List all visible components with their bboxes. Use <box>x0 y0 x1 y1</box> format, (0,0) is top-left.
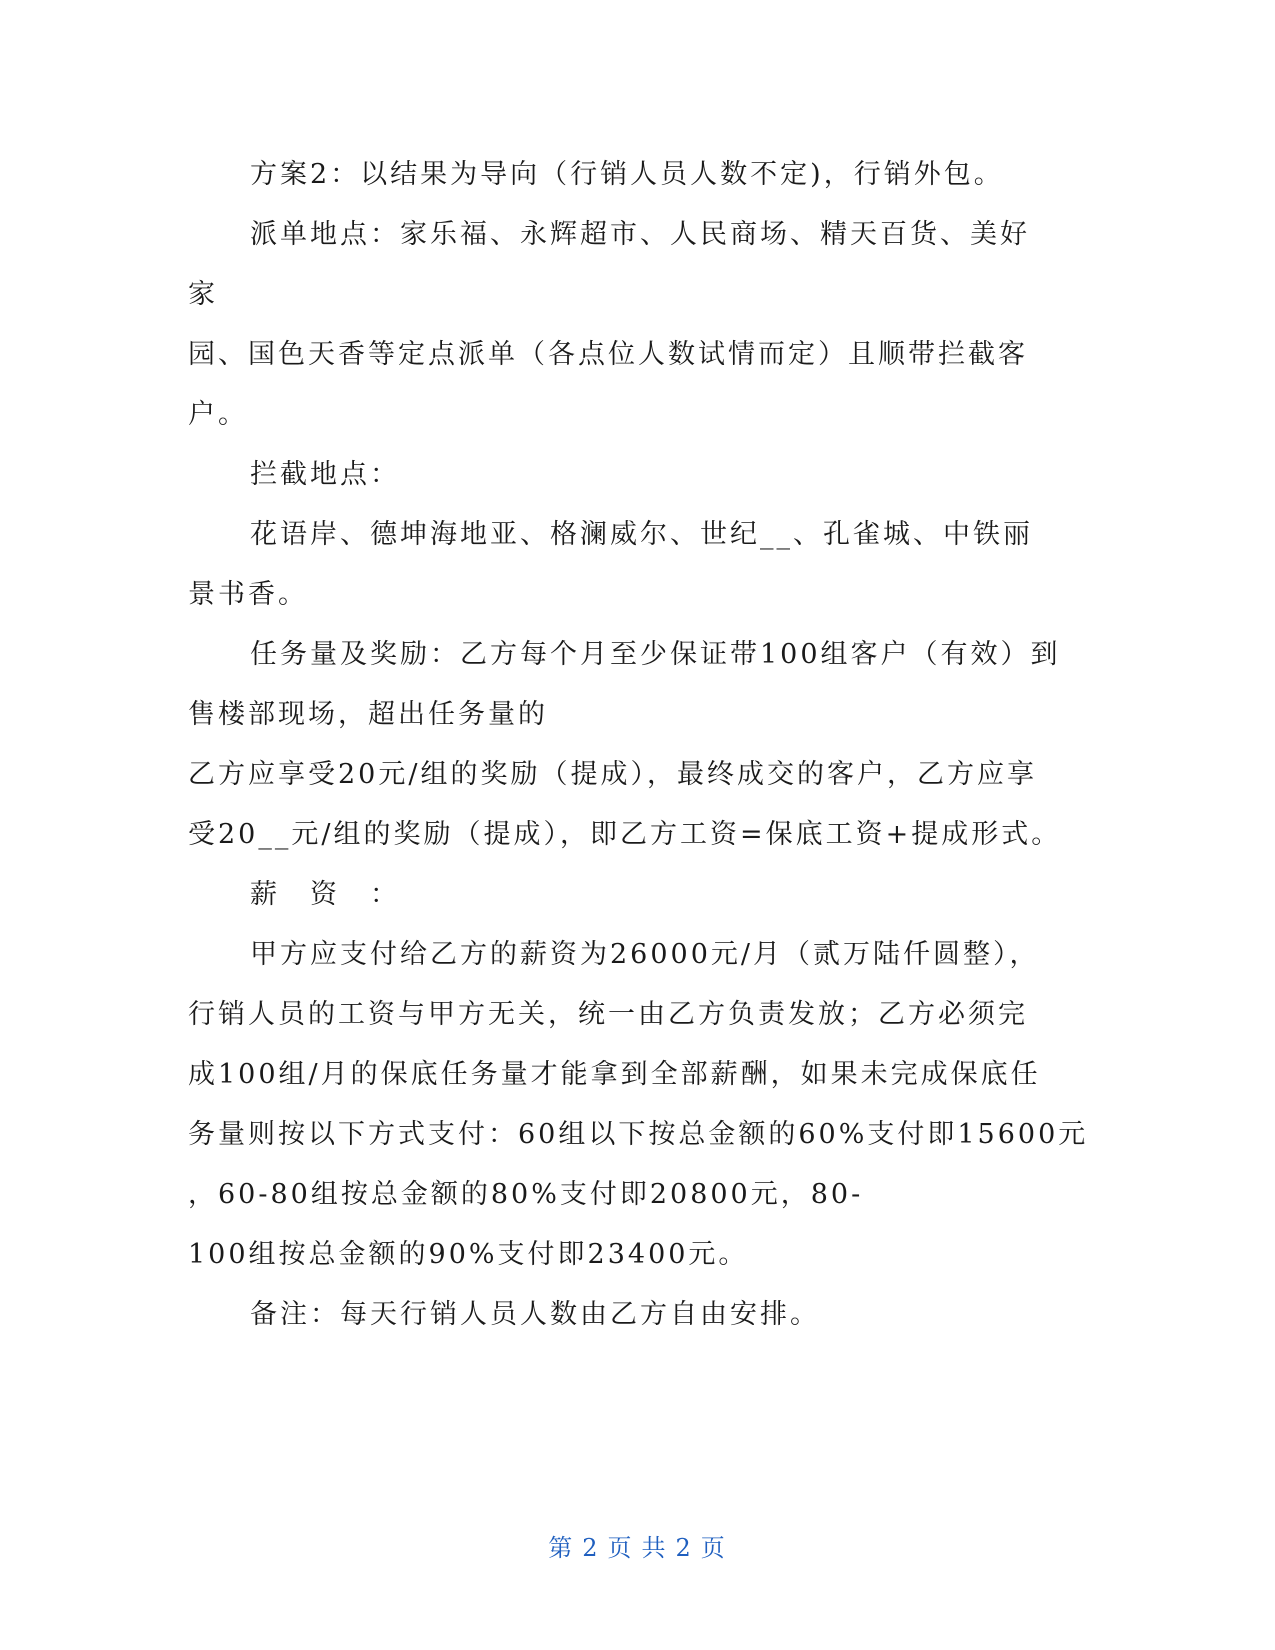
paragraph-plan-title: 方案2：以结果为导向（行销人员人数不定)，行销外包。 <box>250 159 1004 190</box>
footer-prefix: 第 <box>548 1534 575 1562</box>
paragraph-dispatch-locations-cont-3: 户。 <box>188 399 248 430</box>
paragraph-salary-cont-3: 务量则按以下方式支付：60组以下按总金额的60%支付即15600元 <box>188 1119 1089 1150</box>
paragraph-salary-cont-4: ，60-80组按总金额的80%支付即20800元，80- <box>188 1179 864 1210</box>
paragraph-task-reward-cont-3: 受20__元/组的奖励（提成），即乙方工资=保底工资+提成形式。 <box>188 819 1062 850</box>
paragraph-intercept-list-cont: 景书香。 <box>188 579 308 610</box>
paragraph-task-reward-cont-2: 乙方应享受20元/组的奖励（提成），最终成交的客户，乙方应享 <box>188 759 1037 790</box>
heading-intercept-locations: 拦截地点： <box>250 459 400 490</box>
paragraph-intercept-list: 花语岸、德坤海地亚、格澜威尔、世纪__、孔雀城、中铁丽 <box>250 519 1033 550</box>
paragraph-dispatch-locations: 派单地点：家乐福、永辉超市、人民商场、精天百货、美好 <box>250 219 1030 250</box>
paragraph-task-reward: 任务量及奖励：乙方每个月至少保证带100组客户（有效）到 <box>250 639 1061 670</box>
footer-total-pages: 2 <box>675 1534 693 1562</box>
footer-current-page: 2 <box>582 1534 600 1562</box>
paragraph-salary-cont-2: 成100组/月的保底任务量才能拿到全部薪酬，如果未完成保底任 <box>188 1059 1041 1090</box>
paragraph-dispatch-locations-cont-1: 家 <box>188 279 218 310</box>
paragraph-task-reward-cont-1: 售楼部现场，超出任务量的 <box>188 699 548 730</box>
footer-suffix: 页 <box>700 1534 727 1562</box>
footer-total-word: 共 <box>641 1534 668 1562</box>
paragraph-remarks: 备注：每天行销人员人数由乙方自由安排。 <box>250 1299 820 1330</box>
page-footer <box>0 1528 1275 1563</box>
heading-salary: 薪 资 ： <box>250 879 400 910</box>
paragraph-salary-cont-5: 100组按总金额的90%支付即23400元。 <box>188 1239 749 1270</box>
footer-page-word: 页 <box>607 1534 634 1562</box>
paragraph-salary: 甲方应支付给乙方的薪资为26000元/月（贰万陆仟圆整）， <box>250 939 1040 970</box>
paragraph-salary-cont-1: 行销人员的工资与甲方无关，统一由乙方负责发放；乙方必须完 <box>188 999 1028 1030</box>
document-body <box>188 145 1088 1345</box>
paragraph-dispatch-locations-cont-2: 园、国色天香等定点派单（各点位人数试情而定）且顺带拦截客 <box>188 339 1028 370</box>
